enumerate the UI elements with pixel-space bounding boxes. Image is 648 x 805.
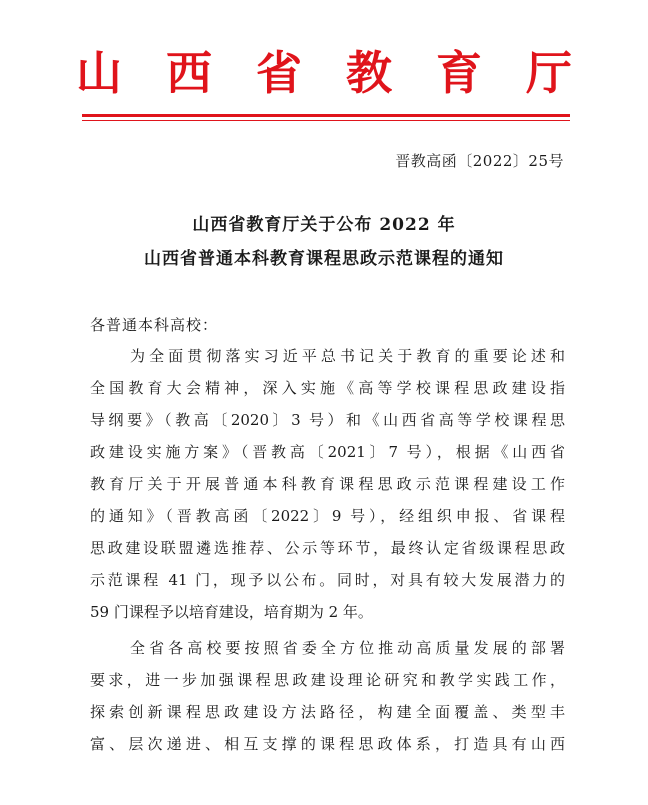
document-number: 晋教高函〔2022〕25号 xyxy=(395,152,564,170)
paragraph-2-line: 探索创新课程思政建设方法路径，构建全面覆盖、类型丰 xyxy=(90,703,565,721)
document-title-line-1: 山西省教育厅关于公布 2022 年 xyxy=(192,215,456,235)
paragraph-1-line: 为全面贯彻落实习近平总书记关于教育的重要论述和 xyxy=(130,347,565,365)
paragraph-1-line: 59 门课程予以培育建设，培育期为 2 年。 xyxy=(90,603,373,621)
paragraph-1-line: 全国教育大会精神，深入实施《高等学校课程思政建设指 xyxy=(90,379,565,397)
letterhead-red-rule-thick xyxy=(82,114,570,117)
paragraph-1-line: 教育厅关于开展普通本科教育课程思政示范课程建设工作 xyxy=(90,475,565,493)
paragraph-2-line: 富、层次递进、相互支撑的课程思政体系，打造具有山西 xyxy=(90,735,565,753)
paragraph-1-line: 导纲要》（教高〔2020〕3 号）和《山西省高等学校课程思 xyxy=(90,411,565,429)
paragraph-1-line: 政建设实施方案》（晋教高〔2021〕7 号），根据《山西省 xyxy=(90,443,565,461)
paragraph-2-line: 全省各高校要按照省委全方位推动高质量发展的部署 xyxy=(130,639,565,657)
paragraph-1-line: 思政建设联盟遴选推荐、公示等环节，最终认定省级课程思政 xyxy=(90,539,565,557)
paragraph-1-line: 示范课程 41 门，现予以公布。同时，对具有较大发展潜力的 xyxy=(90,571,565,589)
paragraph-2-line: 要求，进一步加强课程思政建设理论研究和教学实践工作， xyxy=(90,671,565,689)
document-title-line-2: 山西省普通本科教育课程思政示范课程的通知 xyxy=(144,249,504,269)
org-letterhead-title: 山西省教育厅 xyxy=(76,46,616,100)
salutation: 各普通本科高校： xyxy=(90,316,219,334)
letterhead-red-rule-thin xyxy=(82,120,570,121)
paragraph-1-line: 的通知》（晋教高函〔2022〕9 号），经组织申报、省课程 xyxy=(90,507,565,525)
